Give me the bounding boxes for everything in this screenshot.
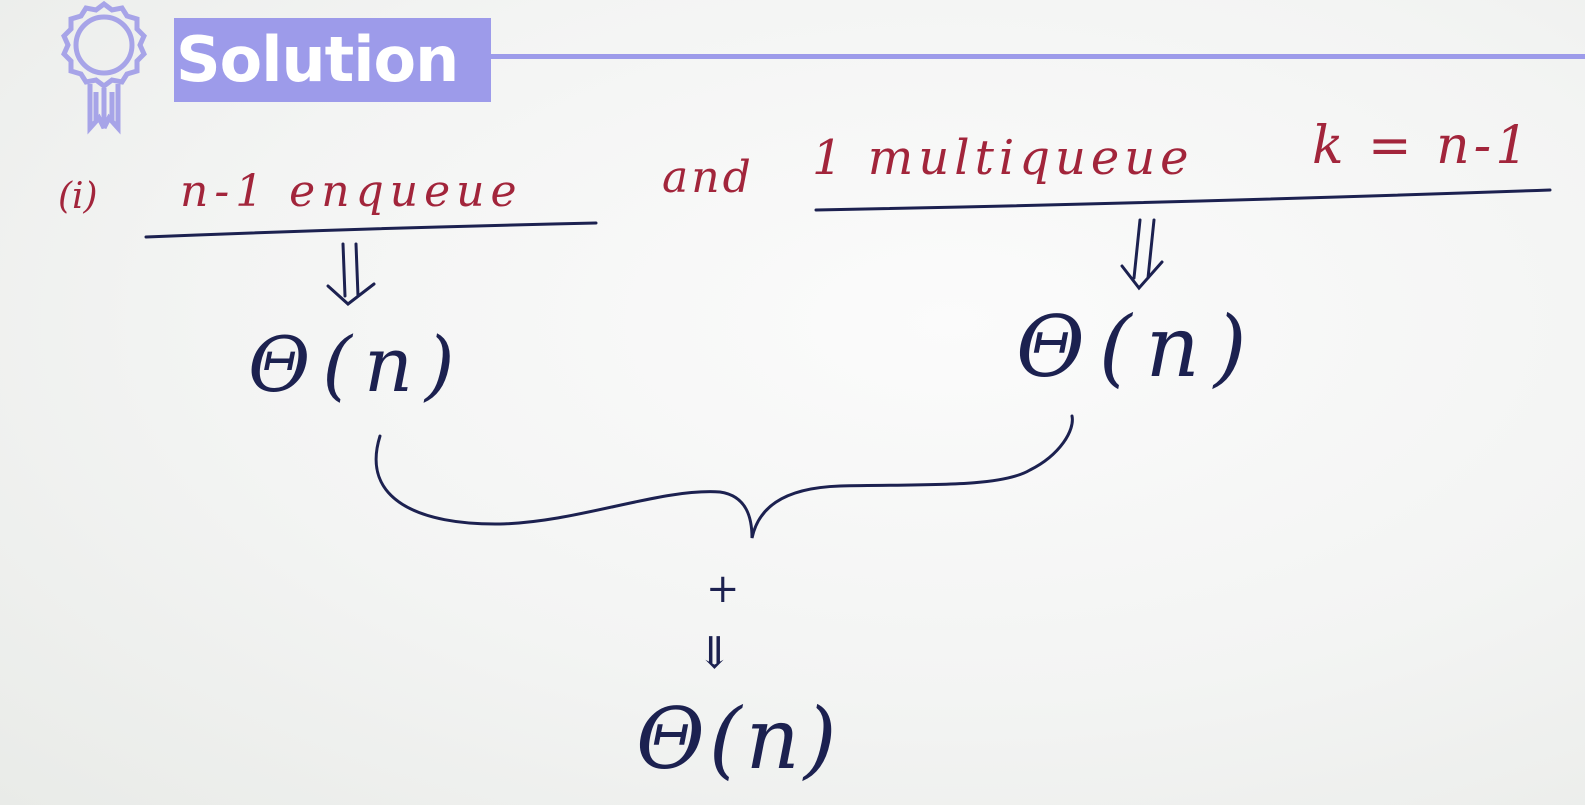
left-complexity: Θ(n) bbox=[248, 320, 467, 409]
condition: k = n-1 bbox=[1312, 116, 1533, 176]
item-label: (i) bbox=[58, 176, 98, 217]
result-complexity: Θ(n) bbox=[636, 690, 841, 788]
joining-brace bbox=[376, 416, 1072, 538]
right-implies-arrow bbox=[1122, 220, 1162, 288]
connector-word: and bbox=[662, 152, 754, 203]
right-complexity: Θ(n) bbox=[1016, 298, 1261, 396]
result-implies-arrow: ⇓ bbox=[696, 628, 733, 679]
right-term-underline bbox=[816, 190, 1550, 210]
plus-sign: + bbox=[706, 566, 740, 612]
page-title: Solution bbox=[174, 18, 491, 102]
right-term: 1 multiqueue bbox=[812, 130, 1194, 186]
left-implies-arrow bbox=[328, 244, 374, 304]
left-term-underline bbox=[146, 223, 596, 237]
left-term: n-1 enqueue bbox=[180, 166, 523, 217]
